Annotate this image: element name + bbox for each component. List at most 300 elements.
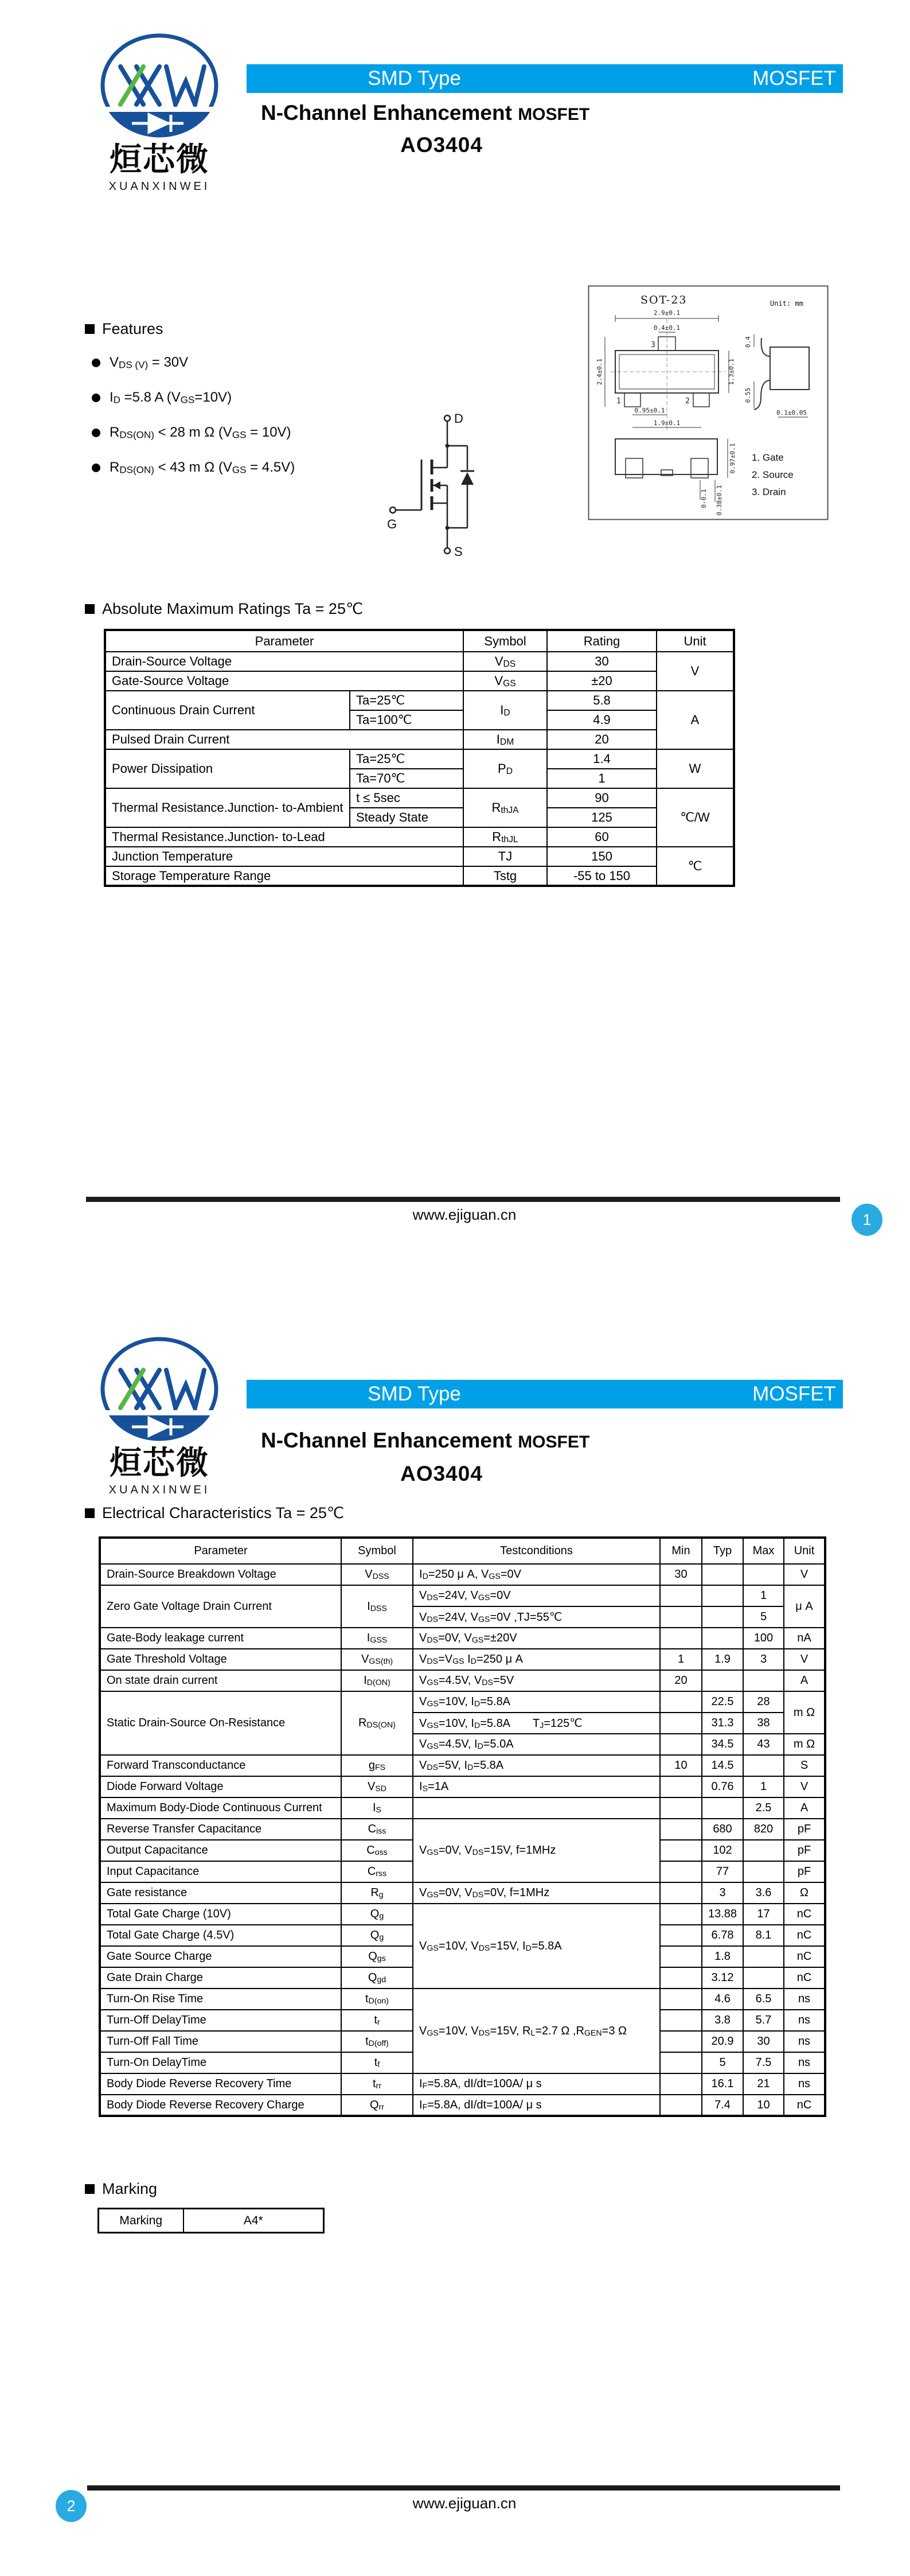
max-cell: 6.5 <box>743 1989 784 2010</box>
rating-cell: 125 <box>547 808 657 827</box>
brand-name-cn: 烜芯微 <box>110 1445 209 1481</box>
symbol-cell: $Q_{gd}$ <box>341 1967 413 1989</box>
symbol-cell: $g_{FS}$ <box>341 1755 413 1776</box>
cond-cell: $V_{GS}=0V$, $V_{DS}=15V$, f=1MHz <box>413 1819 660 1882</box>
col-header-symbol: Symbol <box>463 630 547 652</box>
table-row <box>105 691 734 710</box>
typ-cell: 1.9 <box>702 1649 743 1670</box>
cond-cell: Ta=70℃ <box>350 769 463 788</box>
footer-divider <box>87 2485 840 2491</box>
schematic-drain-label: D <box>454 411 463 426</box>
brand-logo-mark-icon <box>99 32 220 140</box>
doc-title-suffix: MOSFET <box>518 105 590 124</box>
max-cell <box>743 1564 784 1585</box>
banner <box>247 1380 843 1408</box>
min-cell <box>660 1967 702 1989</box>
dim-label: 0.95±0.1 <box>634 407 665 414</box>
param-cell: Total Gate Charge (10V) <box>100 1904 341 1925</box>
typ-cell: 13.88 <box>702 1904 743 1925</box>
symbol-cell: $V_{SD}$ <box>341 1776 413 1797</box>
max-cell: 3 <box>743 1649 784 1670</box>
max-cell: 820 <box>743 1819 784 1840</box>
table-row <box>105 730 734 749</box>
typ-cell: 3.12 <box>702 1967 743 1989</box>
max-cell: 28 <box>743 1691 784 1713</box>
col-header-symbol: Symbol <box>341 1538 413 1564</box>
param-cell: On state drain current <box>100 1670 341 1691</box>
typ-cell: 0.76 <box>702 1776 743 1797</box>
table-row <box>105 671 734 691</box>
typ-cell <box>702 1670 743 1691</box>
symbol-cell: TJ <box>463 847 547 866</box>
dim-label: 0.97±0.1 <box>729 443 736 474</box>
cond-cell: $I_F=5.8A$, dI/dt=100A/ μ s <box>413 2073 660 2095</box>
feature-text: $R_{DS(ON)} < 43$ m Ω $(V_{GS} = 4.5V)$ <box>110 460 295 476</box>
symbol-cell: $R_{DS(ON)}$ <box>341 1691 413 1755</box>
typ-cell: 22.5 <box>702 1691 743 1713</box>
max-cell: 3.6 <box>743 1882 784 1904</box>
brand-name-en: XUANXINWEI <box>108 180 210 193</box>
cond-cell <box>413 1797 660 1819</box>
symbol-cell: Tstg <box>463 866 547 886</box>
typ-cell: 34.5 <box>702 1734 743 1755</box>
table-row <box>100 1819 825 1840</box>
bullet-icon <box>92 394 100 402</box>
table-row <box>105 847 734 866</box>
unit-cell: Ω <box>784 1882 825 1904</box>
package-pin-number: 2 <box>685 397 690 406</box>
symbol-cell: $Q_g$ <box>341 1904 413 1925</box>
cond-cell: Ta=25℃ <box>350 691 463 710</box>
min-cell <box>660 1840 702 1861</box>
unit-cell: V <box>784 1649 825 1670</box>
cond-cell: $V_{GS}=10V$, $V_{DS}=15V$, $R_L=2.7$ Ω $,R_{GEN}=3$ Ω <box>413 1989 660 2073</box>
param-cell: Turn-On DelayTime <box>100 2052 341 2073</box>
min-cell <box>660 1606 702 1628</box>
min-cell <box>660 1861 702 1882</box>
typ-cell: 680 <box>702 1819 743 1840</box>
max-cell <box>743 1755 784 1776</box>
unit-cell: m Ω <box>784 1691 825 1734</box>
rating-cell: ±20 <box>547 671 657 691</box>
param-cell: Forward Transconductance <box>100 1755 341 1776</box>
param-cell: Zero Gate Voltage Drain Current <box>100 1585 341 1628</box>
symbol-cell: $I_S$ <box>341 1797 413 1819</box>
col-header-testconditions: Testconditions <box>413 1538 660 1564</box>
symbol-cell: $t_{rr}$ <box>341 2073 413 2095</box>
dim-label: 0.4 <box>744 336 752 348</box>
min-cell: 1 <box>660 1649 702 1670</box>
symbol-cell: $t_{D(on)}$ <box>341 1989 413 2010</box>
doc-title-main: N-Channel Enhancement <box>261 101 512 124</box>
unit-cell: A <box>784 1797 825 1819</box>
min-cell <box>660 1628 702 1649</box>
max-cell <box>743 1670 784 1691</box>
section-square-icon <box>85 604 95 614</box>
max-cell: 5 <box>743 1606 784 1628</box>
table-row <box>105 866 734 886</box>
min-cell <box>660 1925 702 1946</box>
col-header-max: Max <box>743 1538 784 1564</box>
typ-cell <box>702 1585 743 1606</box>
max-cell: 38 <box>743 1713 784 1734</box>
doc-title <box>261 101 589 125</box>
unit-cell: nC <box>784 1904 825 1925</box>
min-cell <box>660 1989 702 2010</box>
param-cell: Body Diode Reverse Recovery Time <box>100 2073 341 2095</box>
elec-table <box>99 1536 826 2117</box>
cond-cell: Steady State <box>350 808 463 827</box>
typ-cell: 16.1 <box>702 2073 743 2095</box>
cond-cell: $V_{GS}=4.5V$, $V_{DS}=5V$ <box>413 1670 660 1691</box>
features-heading-label: Features <box>102 320 163 337</box>
symbol-cell: $C_{rss}$ <box>341 1861 413 1882</box>
elec-heading-label: Electrical Characteristics Ta = 25℃ <box>102 1504 345 1522</box>
cond-cell: $V_{DS}=0V$, $V_{GS}=\pm 20V$ <box>413 1628 660 1649</box>
doc-title-suffix: MOSFET <box>518 1433 590 1452</box>
table-row <box>100 1564 825 1585</box>
bullet-icon <box>92 464 100 472</box>
table-row <box>105 827 734 847</box>
typ-cell <box>702 1606 743 1628</box>
param-cell: Turn-On Rise Time <box>100 1989 341 2010</box>
dim-label: 2.4±0.1 <box>596 358 603 386</box>
typ-cell: 31.3 <box>702 1713 743 1734</box>
max-cell: 100 <box>743 1628 784 1649</box>
min-cell <box>660 1713 702 1734</box>
symbol-cell: $Q_g$ <box>341 1925 413 1946</box>
col-header-unit: Unit <box>657 630 734 652</box>
cond-cell: $V_{DS}=24V$, $V_{GS}=0V$ <box>413 1585 660 1606</box>
brand-logo <box>99 32 220 193</box>
param-cell: Body Diode Reverse Recovery Charge <box>100 2095 341 2116</box>
symbol-cell: $V_{DSS}$ <box>341 1564 413 1585</box>
cond-cell: $V_{GS}=0V$, $V_{DS}=0V$, f=1MHz <box>413 1882 660 1904</box>
rating-cell: 5.8 <box>547 691 657 710</box>
max-cell: 1 <box>743 1585 784 1606</box>
typ-cell <box>702 1628 743 1649</box>
param-cell: Drain-Source Voltage <box>105 652 463 671</box>
col-header-parameter: Parameter <box>105 630 463 652</box>
min-cell <box>660 1946 702 1967</box>
param-cell: Input Capacitance <box>100 1861 341 1882</box>
symbol-cell: $Q_{rr}$ <box>341 2095 413 2116</box>
unit-cell: V <box>784 1564 825 1585</box>
rating-cell: 1 <box>547 769 657 788</box>
table-row <box>100 1882 825 1904</box>
cond-cell: $I_S=1A$ <box>413 1776 660 1797</box>
package-drawing <box>588 285 829 520</box>
dim-label: 0.55 <box>744 387 752 403</box>
typ-cell: 3 <box>702 1882 743 1904</box>
min-cell <box>660 1882 702 1904</box>
dim-label: 0.1±0.05 <box>776 409 807 417</box>
rating-cell: 150 <box>547 847 657 866</box>
param-cell: Turn-Off Fall Time <box>100 2031 341 2052</box>
table-row <box>100 1797 825 1819</box>
brand-logo-mark-icon <box>99 1336 220 1443</box>
max-cell: 1 <box>743 1776 784 1797</box>
param-cell: Maximum Body-Diode Continuous Current <box>100 1797 341 1819</box>
unit-cell: nC <box>784 2095 825 2116</box>
max-cell: 7.5 <box>743 2052 784 2073</box>
param-cell: Gate-Body leakage current <box>100 1628 341 1649</box>
max-cell: 10 <box>743 2095 784 2116</box>
rating-cell: -55 to 150 <box>547 866 657 886</box>
table-row <box>100 1904 825 1925</box>
max-cell: 5.7 <box>743 2010 784 2031</box>
unit-cell: V <box>784 1776 825 1797</box>
schematic-gate-label: G <box>387 517 397 531</box>
schematic-source-label: S <box>454 544 463 559</box>
symbol-cell: $t_{D(off)}$ <box>341 2031 413 2052</box>
marking-heading <box>85 2180 157 2198</box>
cond-cell: $I_D=250$ μ A, $V_{GS}=0V$ <box>413 1564 660 1585</box>
symbol-cell: $V_{DS}$ <box>463 652 547 671</box>
typ-cell: 102 <box>702 1840 743 1861</box>
unit-cell: pF <box>784 1861 825 1882</box>
col-header-rating: Rating <box>547 630 657 652</box>
table-row <box>100 1670 825 1691</box>
mosfet-schematic-icon <box>381 410 485 582</box>
typ-cell: 5 <box>702 2052 743 2073</box>
cond-cell: $V_{GS}=10V$, $V_{DS}=15V$, $I_D=5.8A$ <box>413 1904 660 1989</box>
symbol-cell: $I_{D(ON)}$ <box>341 1670 413 1691</box>
param-cell: Thermal Resistance.Junction- to-Ambient <box>105 788 350 827</box>
package-name-label: SOT-23 <box>640 294 688 306</box>
marking-heading-label: Marking <box>102 2180 158 2197</box>
feature-text: $V_{DS (V)} = 30V$ <box>110 355 189 371</box>
cond-cell: $V_{DS}=5V$, $I_D=5.8A$ <box>413 1755 660 1776</box>
brand-name-cn: 烜芯微 <box>110 141 209 177</box>
min-cell <box>660 1776 702 1797</box>
unit-cell: nC <box>784 1946 825 1967</box>
param-cell: Turn-Off DelayTime <box>100 2010 341 2031</box>
symbol-cell: $V_{GS}$ <box>463 671 547 691</box>
param-cell: Power Dissipation <box>105 749 350 788</box>
param-cell: Drain-Source Breakdown Voltage <box>100 1564 341 1585</box>
min-cell: 10 <box>660 1755 702 1776</box>
table-header-row <box>100 1538 825 1564</box>
cond-cell: $V_{GS}=4.5V$, $I_D=5.0A$ <box>413 1734 660 1755</box>
param-cell: Static Drain-Source On-Resistance <box>100 1691 341 1755</box>
bullet-icon <box>92 429 100 437</box>
package-pin-number: 1 <box>616 397 621 406</box>
cond-cell: $V_{GS}=10V$, $I_D=5.8A$ <box>413 1691 660 1713</box>
min-cell <box>660 2073 702 2095</box>
table-row <box>105 749 734 769</box>
table-row <box>100 1585 825 1606</box>
doc-title <box>261 1429 589 1453</box>
cond-cell: $V_{GS}=10V$, $I_D=5.8A$ $T_J=125℃$ <box>413 1713 660 1734</box>
table-row <box>100 2073 825 2095</box>
abs-max-table <box>104 629 735 887</box>
table-row <box>100 1628 825 1649</box>
cond-cell: Ta=100℃ <box>350 710 463 730</box>
table-row <box>99 2209 324 2233</box>
param-cell: Total Gate Charge (4.5V) <box>100 1925 341 1946</box>
banner-right-label: MOSFET <box>752 1383 836 1405</box>
dim-label: 0.38±0.1 <box>716 485 723 516</box>
symbol-cell: $Q_{gs}$ <box>341 1946 413 1967</box>
page-number-badge: 2 <box>56 2490 87 2522</box>
param-cell: Storage Temperature Range <box>105 866 463 886</box>
table-row <box>105 788 734 808</box>
max-cell: 43 <box>743 1734 784 1755</box>
dim-label: 0.4±0.1 <box>653 324 681 332</box>
symbol-cell: $t_r$ <box>341 2010 413 2031</box>
typ-cell: 4.6 <box>702 1989 743 2010</box>
table-row <box>100 1649 825 1670</box>
symbol-cell: $I_{GSS}$ <box>341 1628 413 1649</box>
symbol-cell: $I_{DM}$ <box>463 730 547 749</box>
brand-name-en: XUANXINWEI <box>108 1483 210 1496</box>
rating-cell: 20 <box>547 730 657 749</box>
max-cell: 17 <box>743 1904 784 1925</box>
banner-left-label: SMD Type <box>368 1383 461 1405</box>
typ-cell: 1.8 <box>702 1946 743 1967</box>
min-cell <box>660 1819 702 1840</box>
package-unit-label: Unit: mm <box>770 299 803 308</box>
part-number: AO3404 <box>400 133 483 157</box>
min-cell <box>660 2010 702 2031</box>
table-row <box>100 1776 825 1797</box>
marking-label-cell: Marking <box>99 2209 183 2233</box>
max-cell <box>743 1840 784 1861</box>
unit-cell: m Ω <box>784 1734 825 1755</box>
table-header-row <box>105 630 734 652</box>
symbol-cell: $V_{GS(th)}$ <box>341 1649 413 1670</box>
pin-legend-gate: 1. Gate <box>752 452 784 463</box>
typ-cell: 3.8 <box>702 2010 743 2031</box>
unit-cell: S <box>784 1755 825 1776</box>
min-cell <box>660 1797 702 1819</box>
pin-legend-drain: 3. Drain <box>752 487 786 497</box>
rating-cell: 90 <box>547 788 657 808</box>
banner <box>247 64 843 93</box>
symbol-cell: $I_D$ <box>463 691 547 730</box>
banner-left-label: SMD Type <box>368 67 461 90</box>
param-cell: Gate resistance <box>100 1882 341 1904</box>
feature-list <box>92 355 295 495</box>
unit-cell: pF <box>784 1840 825 1861</box>
pin-legend-source: 2. Source <box>752 469 794 480</box>
cond-cell: t ≤ 5sec <box>350 788 463 808</box>
unit-cell: ℃/W <box>657 788 734 847</box>
dim-label: 0-0.1 <box>700 489 708 508</box>
feature-text: $I_D =5.8$ A $(V_{GS}=10V)$ <box>110 390 232 406</box>
doc-title-main: N-Channel Enhancement <box>261 1429 512 1452</box>
section-square-icon <box>85 324 95 334</box>
param-cell: Junction Temperature <box>105 847 463 866</box>
dim-label: 1.3±0.1 <box>728 358 735 386</box>
unit-cell: nC <box>784 1967 825 1989</box>
param-cell: Gate Source Charge <box>100 1946 341 1967</box>
min-cell <box>660 1585 702 1606</box>
typ-cell: 6.78 <box>702 1925 743 1946</box>
unit-cell: ns <box>784 1989 825 2010</box>
dim-label: 2.9±0.1 <box>653 309 681 317</box>
marking-value-cell: A4* <box>183 2209 324 2233</box>
feature-text: $R_{DS(ON)} < 28$ m Ω $(V_{GS} = 10V)$ <box>110 425 291 441</box>
footer-url: www.ejiguan.cn <box>412 2495 517 2512</box>
feature-item <box>92 390 295 406</box>
max-cell <box>743 1946 784 1967</box>
part-number: AO3404 <box>400 1462 483 1485</box>
min-cell: 30 <box>660 1564 702 1585</box>
typ-cell <box>702 1797 743 1819</box>
typ-cell: 20.9 <box>702 2031 743 2052</box>
rating-cell: 60 <box>547 827 657 847</box>
cond-cell: Ta=25℃ <box>350 749 463 769</box>
elec-heading <box>85 1504 344 1522</box>
col-header-parameter: Parameter <box>100 1538 341 1564</box>
symbol-cell: $C_{oss}$ <box>341 1840 413 1861</box>
footer-url: www.ejiguan.cn <box>412 1206 517 1223</box>
param-cell: Gate-Source Voltage <box>105 671 463 691</box>
brand-logo <box>99 1336 220 1497</box>
symbol-cell: $R_g$ <box>341 1882 413 1904</box>
dim-label: 1.9±0.1 <box>653 419 681 427</box>
typ-cell: 7.4 <box>702 2095 743 2116</box>
param-cell: Gate Threshold Voltage <box>100 1649 341 1670</box>
table-row <box>100 2095 825 2116</box>
param-cell: Gate Drain Charge <box>100 1967 341 1989</box>
min-cell <box>660 1734 702 1755</box>
param-cell: Pulsed Drain Current <box>105 730 463 749</box>
unit-cell: ns <box>784 2052 825 2073</box>
page-number-badge: 1 <box>852 1204 882 1236</box>
max-cell: 21 <box>743 2073 784 2095</box>
min-cell <box>660 2095 702 2116</box>
min-cell: 20 <box>660 1670 702 1691</box>
min-cell <box>660 2031 702 2052</box>
unit-cell: ℃ <box>657 847 734 886</box>
unit-cell: A <box>784 1670 825 1691</box>
param-cell: Output Capacitance <box>100 1840 341 1861</box>
max-cell <box>743 1967 784 1989</box>
symbol-cell: $I_{DSS}$ <box>341 1585 413 1628</box>
col-header-unit: Unit <box>784 1538 825 1564</box>
typ-cell <box>702 1564 743 1585</box>
unit-cell: nC <box>784 1925 825 1946</box>
feature-item <box>92 425 295 441</box>
marking-table <box>97 2208 325 2233</box>
rating-cell: 1.4 <box>547 749 657 769</box>
col-header-min: Min <box>660 1538 702 1564</box>
param-cell: Diode Forward Voltage <box>100 1776 341 1797</box>
typ-cell: 14.5 <box>702 1755 743 1776</box>
symbol-cell: $t_f$ <box>341 2052 413 2073</box>
symbol-cell: $C_{iss}$ <box>341 1819 413 1840</box>
bullet-icon <box>92 359 100 367</box>
cond-cell: $V_{DS}=V_{GS}$ $I_D=250$ μ A <box>413 1649 660 1670</box>
abs-max-heading <box>85 600 363 618</box>
min-cell <box>660 2052 702 2073</box>
param-cell: Reverse Transfer Capacitance <box>100 1819 341 1840</box>
section-square-icon <box>85 1508 95 1518</box>
feature-item <box>92 355 295 371</box>
max-cell: 8.1 <box>743 1925 784 1946</box>
table-row <box>100 1755 825 1776</box>
abs-max-heading-label: Absolute Maximum Ratings Ta = 25℃ <box>102 600 364 617</box>
package-pin-number: 3 <box>651 341 655 349</box>
cond-cell: $I_F=5.8A$, dI/dt=100A/ μ s <box>413 2095 660 2116</box>
unit-cell: V <box>657 652 734 691</box>
section-square-icon <box>85 2184 95 2194</box>
max-cell <box>743 1861 784 1882</box>
unit-cell: ns <box>784 2073 825 2095</box>
